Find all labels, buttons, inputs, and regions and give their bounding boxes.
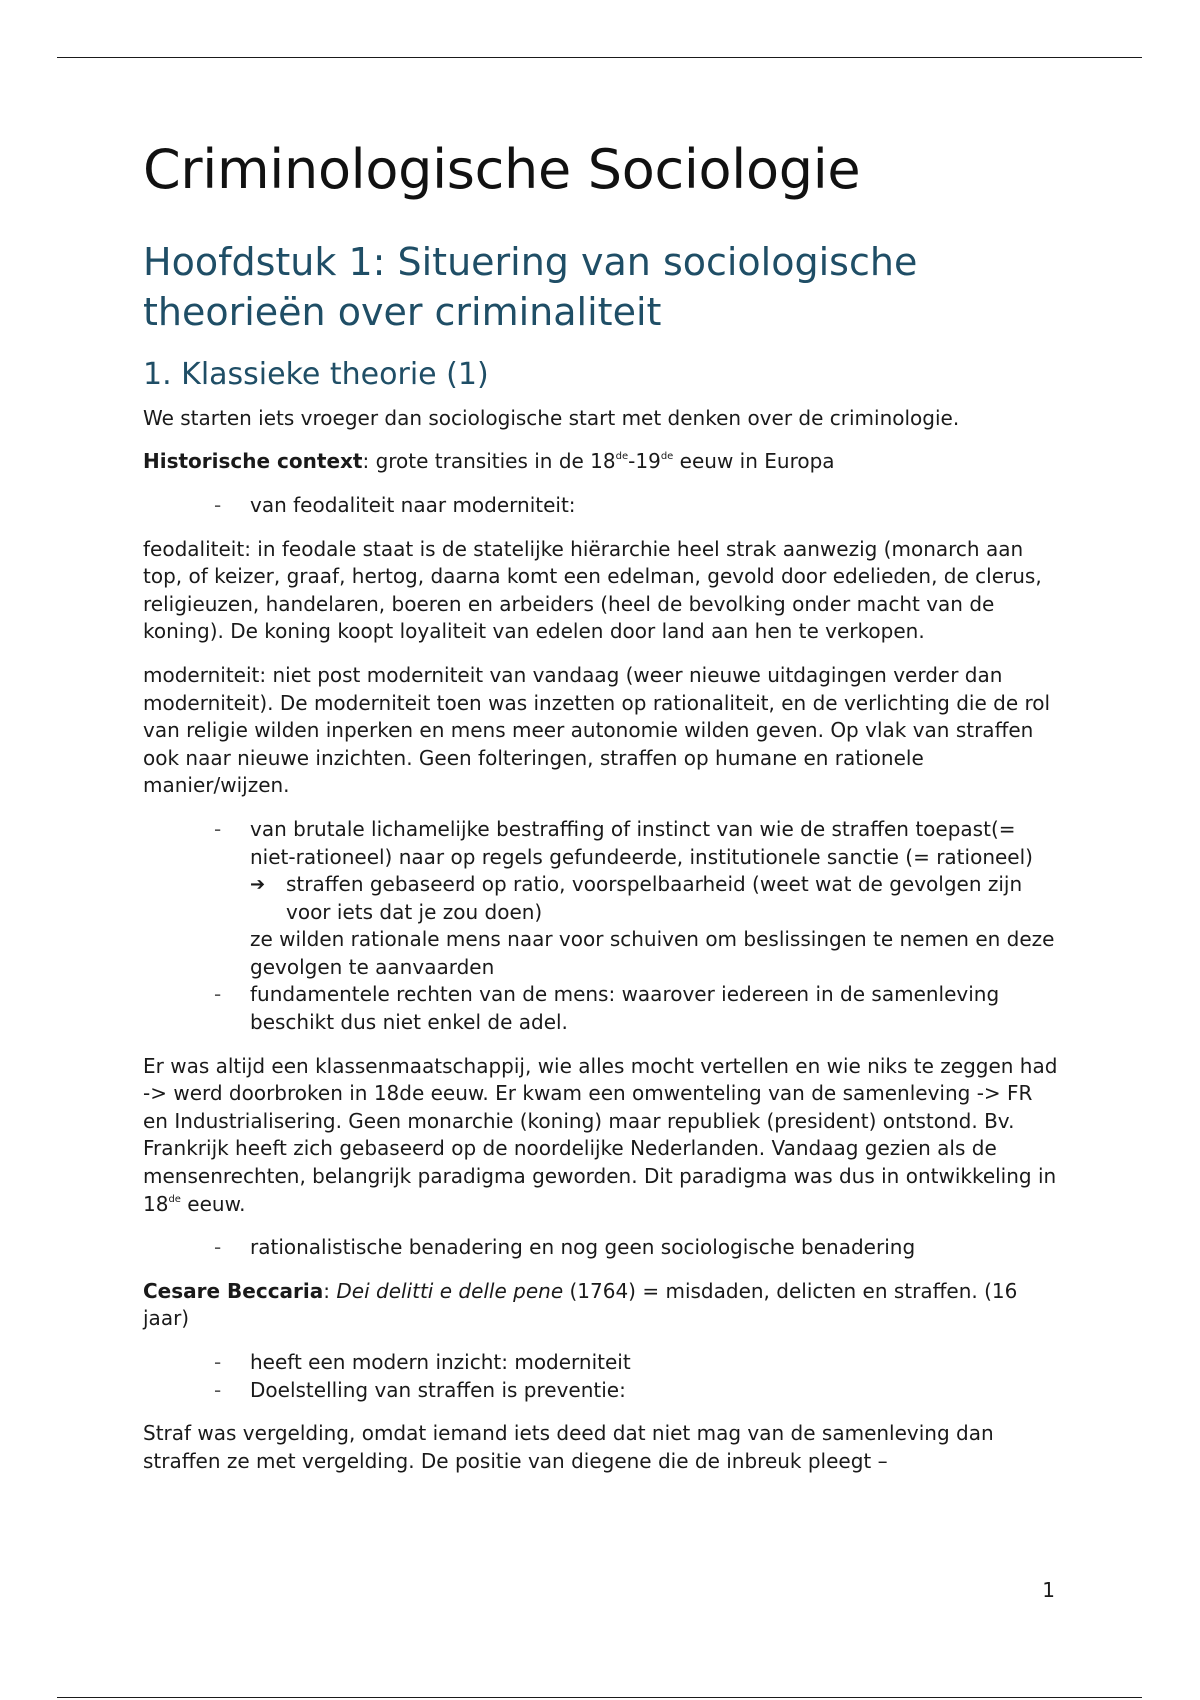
dash-marker: - bbox=[214, 1235, 222, 1260]
moderniteit-paragraph: moderniteit: niet post moderniteit van vandaag (weer nieuwe uitdagingen verder dan moderniteit). De moderniteit toen was inzetten op rationaliteit, en de verlichting die de rol van religie wilden inperken en mens meer autonomie wilden geven. Op vlak van straffen ook naar nieuwe inzichten. Geen folteringen, straffen op humane en rationele manier/wijzen. bbox=[143, 662, 1051, 798]
beccaria-paragraph: Cesare Beccaria: Dei delitti e delle pene (1764) = misdaden, delicten en straffen. (16 jaar) bbox=[143, 1278, 1018, 1331]
bullet-list bbox=[143, 816, 1063, 1037]
bullet-list bbox=[143, 1234, 1063, 1262]
document-body bbox=[143, 138, 1063, 1491]
dash-marker: - bbox=[214, 1377, 222, 1402]
list-item: - fundamentele rechten van de mens: waarover iedereen in de samenleving beschikt dus niet enkel de adel. bbox=[214, 982, 1000, 1035]
dash-marker: - bbox=[214, 1350, 222, 1375]
feodaliteit-paragraph: feodaliteit: in feodale staat is de statelijke hiërarchie heel strak aanwezig (monarch aan top, of keizer, graaf, hertog, daarna komt een edelman, gevold door edelieden, de clerus, religieuzen, handelaren, boeren en arbeiders (heel de bevolking onder macht van de koning). De koning koopt loyaliteit van edelen door land aan hen te verkopen. bbox=[143, 536, 1042, 644]
list-item: - rationalistische benadering en nog geen sociologische benadering bbox=[250, 1234, 1063, 1262]
arrow-right-icon: ➔ bbox=[250, 874, 266, 896]
dash-marker: - bbox=[214, 816, 222, 841]
page-number: 1 bbox=[1042, 1578, 1055, 1602]
document-title: Criminologische Sociologie bbox=[143, 138, 861, 201]
chapter-heading: Hoofdstuk 1: Situering van sociologische theorieën over criminaliteit bbox=[143, 239, 918, 334]
beccaria-work: Dei delitti e delle pene bbox=[336, 1278, 564, 1303]
straf-paragraph: Straf was vergelding, omdat iemand iets deed dat niet mag van de samenleving dan straffen ze met vergelding. De positie van diegene die de inbreuk pleegt – bbox=[143, 1421, 994, 1473]
footer-rule bbox=[57, 1697, 1142, 1698]
historical-context-paragraph: Historische context: grote transities in de 18de-19de eeuw in Europa bbox=[143, 449, 835, 474]
dash-marker: - bbox=[214, 982, 222, 1007]
intro-paragraph: We starten iets vroeger dan sociologische start met denken over de criminologie. bbox=[143, 405, 960, 430]
list-item: - van brutale lichamelijke bestraffing of instinct van wie de straffen toepast(= niet-rationeel) naar op regels gefundeerde, institutionele sanctie (= rationeel) ➔ straffen gebaseerd op ratio, voorspelbaarheid (weet wat de gevolgen zijn voor iets dat je zou doen) ze wilden rationale mens naar voor schuiven om beslissingen te nemen en deze gevolgen te aanvaarden bbox=[250, 816, 1063, 982]
list-item: - Doelstelling van straffen is preventie: bbox=[250, 1377, 1063, 1405]
list-item: - heeft een modern inzicht: moderniteit bbox=[250, 1349, 1063, 1377]
beccaria-name: Cesare Beccaria bbox=[143, 1278, 324, 1303]
header-rule bbox=[57, 57, 1142, 58]
section-heading: 1. Klassieke theorie (1) bbox=[143, 356, 489, 392]
bullet-list bbox=[143, 492, 1063, 520]
dash-marker: - bbox=[214, 492, 222, 517]
historical-context-label: Historische context bbox=[143, 449, 363, 474]
klassenmaatschappij-paragraph: Er was altijd een klassenmaatschappij, wie alles mocht vertellen en wie niks te zeggen had -> werd doorbroken in 18de eeuw. Er kwam een omwenteling van de samenleving -> FR en Industrialisering. Geen monarchie (koning) maar republiek (president) ontstond. Bv. Frankrijk heeft zich gebaseerd op de noordelijke Nederlanden. Vandaag gezien als de mensenrechten, belangrijk paradigma geworden. Dit paradigma was dus in ontwikkeling in 18de eeuw. bbox=[143, 1053, 1058, 1216]
list-item: - van feodaliteit naar moderniteit: bbox=[250, 492, 1063, 520]
bullet-list bbox=[143, 1349, 1063, 1404]
arrow-item: ➔ straffen gebaseerd op ratio, voorspelbaarheid (weet wat de gevolgen zijn voor iets dat je zou doen) bbox=[250, 872, 1023, 924]
